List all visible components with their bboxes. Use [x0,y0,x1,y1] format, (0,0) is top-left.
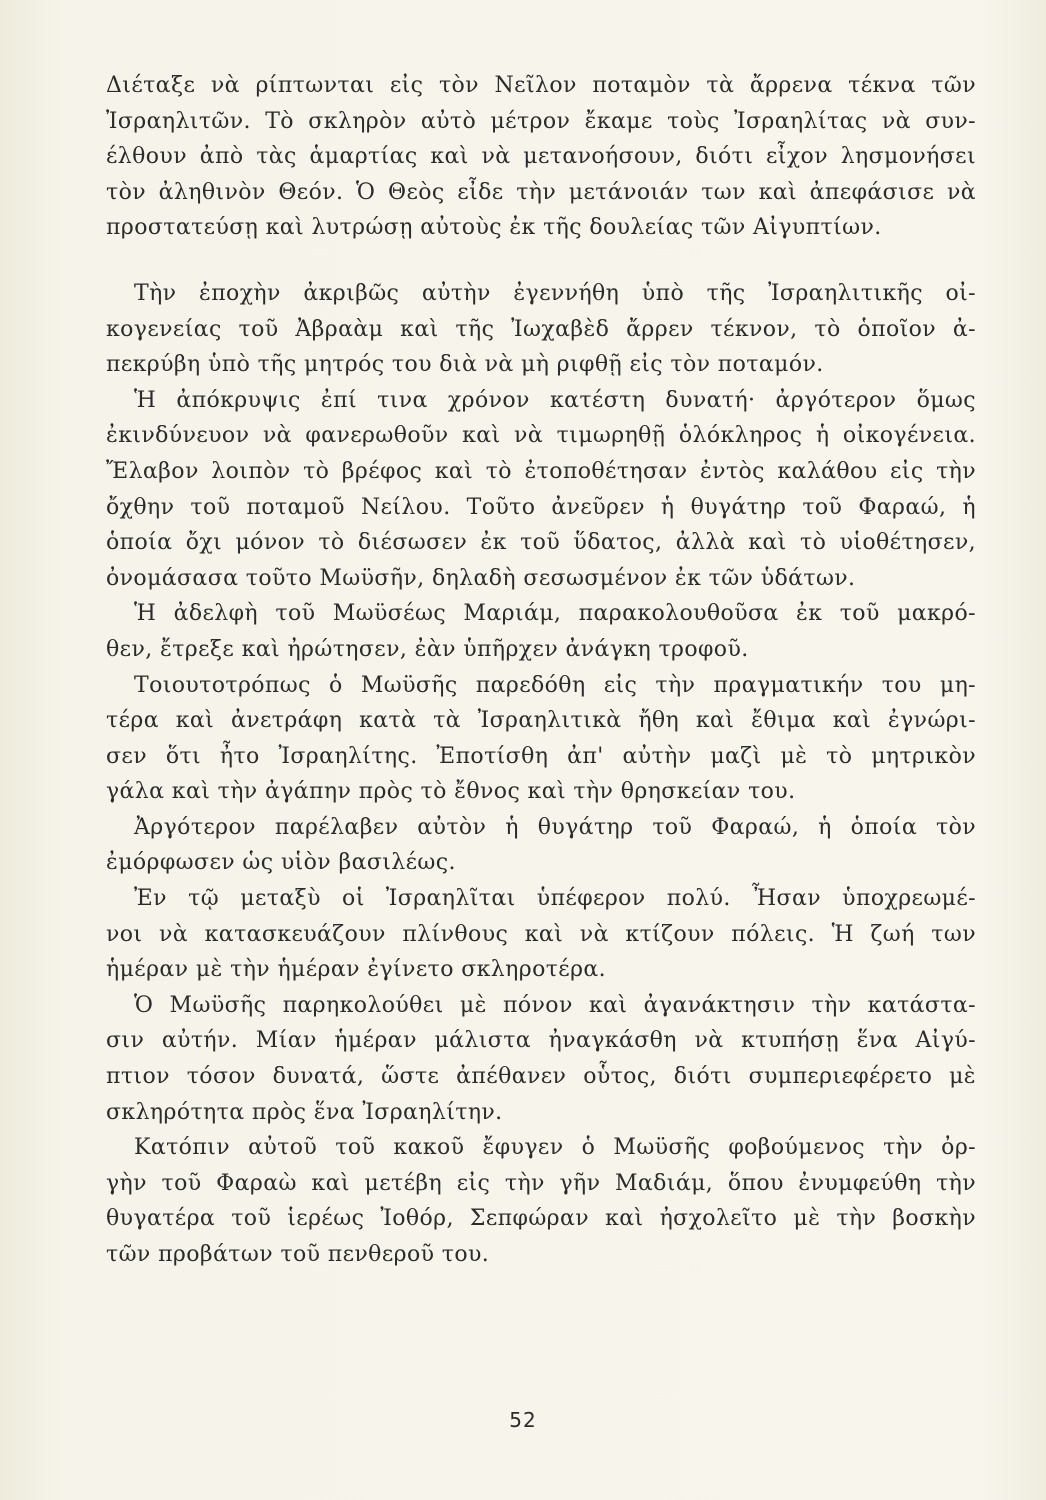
paragraph [106,810,976,881]
text-line: Ἰσραηλιτῶν. Τὸ σκληρὸν αὐτὸ μέτρον ἔκαμε τοὺς Ἰσραηλίτας νὰ συν- [106,108,976,134]
text-line: Ἡ ἀδελφὴ τοῦ Μωϋσέως Μαριάμ, παρακολουθοῦσα ἐκ τοῦ μακρό- [134,601,976,627]
text-line: Ἔλαβον λοιπὸν τὸ βρέφος καὶ τὸ ἐτοποθέτησαν ἐντὸς καλάθου εἰς τὴν [106,458,976,484]
text-line: νοι νὰ κατασκευάζουν πλίνθους καὶ νὰ κτίζουν πόλεις. Ἡ ζωή των [106,921,976,947]
paragraph [106,881,976,988]
paragraph [106,1130,976,1272]
paragraph [106,988,976,1130]
text-line: Ἡ ἀπόκρυψις ἐπί τινα χρόνον κατέστη δυνατή· ἀργότερον ὅμως [134,387,976,413]
paragraph [106,383,976,597]
text-line: σιν αὐτήν. Μίαν ἡμέραν μάλιστα ἠναγκάσθη νὰ κτυπήσῃ ἕνα Αἰγύ- [106,1028,976,1054]
text-line: ἐμόρφωσεν ὡς υἱὸν βασιλέως. [106,850,456,876]
paragraph [106,68,976,246]
text-line: Κατόπιν αὐτοῦ τοῦ κακοῦ ἔφυγεν ὁ Μωϋσῆς φοβούμενος τὴν ὀρ- [134,1135,976,1161]
text-line: τὸν ἀληθινὸν Θεόν. Ὁ Θεὸς εἶδε τὴν μετάνοιάν των καὶ ἀπεφάσισε νὰ [106,179,976,205]
body-text [106,68,976,1273]
text-line: γάλα καὶ τὴν ἀγάπην πρὸς τὸ ἔθνος καὶ τὴν θρησκείαν του. [106,779,796,805]
paragraph-gap [106,246,976,276]
text-line: ὀνομάσασα τοῦτο Μωϋσῆν, δηλαδὴ σεσωσμένον ἐκ τῶν ὑδάτων. [106,565,856,591]
paragraph [106,668,976,810]
text-line: Τὴν ἐποχὴν ἀκριβῶς αὐτὴν ἐγεννήθη ὑπὸ τῆς Ἰσραηλιτικῆς οἰ- [134,280,976,306]
text-line: Ἀργότερον παρέλαβεν αὐτὸν ἡ θυγάτηρ τοῦ Φαραώ, ἡ ὁποία τὸν [134,814,976,840]
text-line: σκληρότητα πρὸς ἕνα Ἰσραηλίτην. [106,1099,503,1125]
text-line: ὁποία ὄχι μόνον τὸ διέσωσεν ἐκ τοῦ ὕδατος, ἀλλὰ καὶ τὸ υἱοθέτησεν, [106,530,976,556]
text-line: τέρα καὶ ἀνετράφη κατὰ τὰ Ἰσραηλιτικὰ ἤθη καὶ ἔθιμα καὶ ἐγνώρι- [106,708,976,734]
text-line: σεν ὅτι ἦτο Ἰσραηλίτης. Ἐποτίσθη ἀπ' αὐτὴν μαζὶ μὲ τὸ μητρικὸν [106,743,976,769]
text-line: προστατεύσῃ καὶ λυτρώσῃ αὐτοὺς ἐκ τῆς δουλείας τῶν Αἰγυπτίων. [106,215,882,241]
paragraph [106,596,976,667]
text-line: πτιον τόσον δυνατά, ὥστε ἀπέθανεν οὗτος, διότι συμπεριεφέρετο μὲ [106,1064,976,1090]
text-line: ἐκινδύνευον νὰ φανερωθοῦν καὶ νὰ τιμωρηθῇ ὁλόκληρος ἡ οἰκογένεια. [106,423,976,449]
text-line: θυγατέρα τοῦ ἱερέως Ἰοθόρ, Σεπφώραν καὶ ἠσχολεῖτο μὲ τὴν βοσκὴν [106,1206,976,1232]
text-line: ἡμέραν μὲ τὴν ἡμέραν ἐγίνετο σκληροτέρα. [106,957,607,983]
text-line: έλθουν ἀπὸ τὰς ἁμαρτίας καὶ νὰ μετανοήσουν, διότι εἶχον λησμονήσει [106,144,976,170]
text-line: πεκρύβη ὑπὸ τῆς μητρός του διὰ νὰ μὴ ριφθῇ εἰς τὸν ποταμόν. [106,352,824,378]
page-number: 52 [509,1408,537,1432]
text-line: Διέταξε νὰ ρίπτωνται εἰς τὸν Νεῖλον ποταμὸν τὰ ἄρρενα τέκνα τῶν [106,73,976,98]
text-line: Ἐν τῷ μεταξὺ οἱ Ἰσραηλῖται ὑπέφερον πολύ. Ἦσαν ὑποχρεωμέ- [134,886,976,912]
text-line: γὴν τοῦ Φαραὼ καὶ μετέβη εἰς τὴν γῆν Μαδιάμ, ὅπου ἐνυμφεύθη τὴν [106,1170,976,1196]
text-line: κογενείας τοῦ Ἀβραὰμ καὶ τῆς Ἰωχαβὲδ ἄρρεν τέκνον, τὸ ὁποῖον ἀ- [106,316,976,342]
text-line: Ὁ Μωϋσῆς παρηκολούθει μὲ πόνον καὶ ἀγανάκτησιν τὴν κατάστα- [134,992,976,1018]
text-line: θεν, ἔτρεξε καὶ ἠρώτησεν, ἐὰν ὑπῆρχεν ἀνάγκη τροφοῦ. [106,636,749,662]
text-line: Τοιουτοτρόπως ὁ Μωϋσῆς παρεδόθη εἰς τὴν πραγματικήν του μη- [134,672,976,698]
text-line: τῶν προβάτων τοῦ πενθεροῦ του. [106,1242,490,1267]
paragraph [106,276,976,383]
text-line: ὄχθην τοῦ ποταμοῦ Νείλου. Τοῦτο ἀνεῦρεν ἡ θυγάτηρ τοῦ Φαραώ, ἡ [106,494,976,520]
